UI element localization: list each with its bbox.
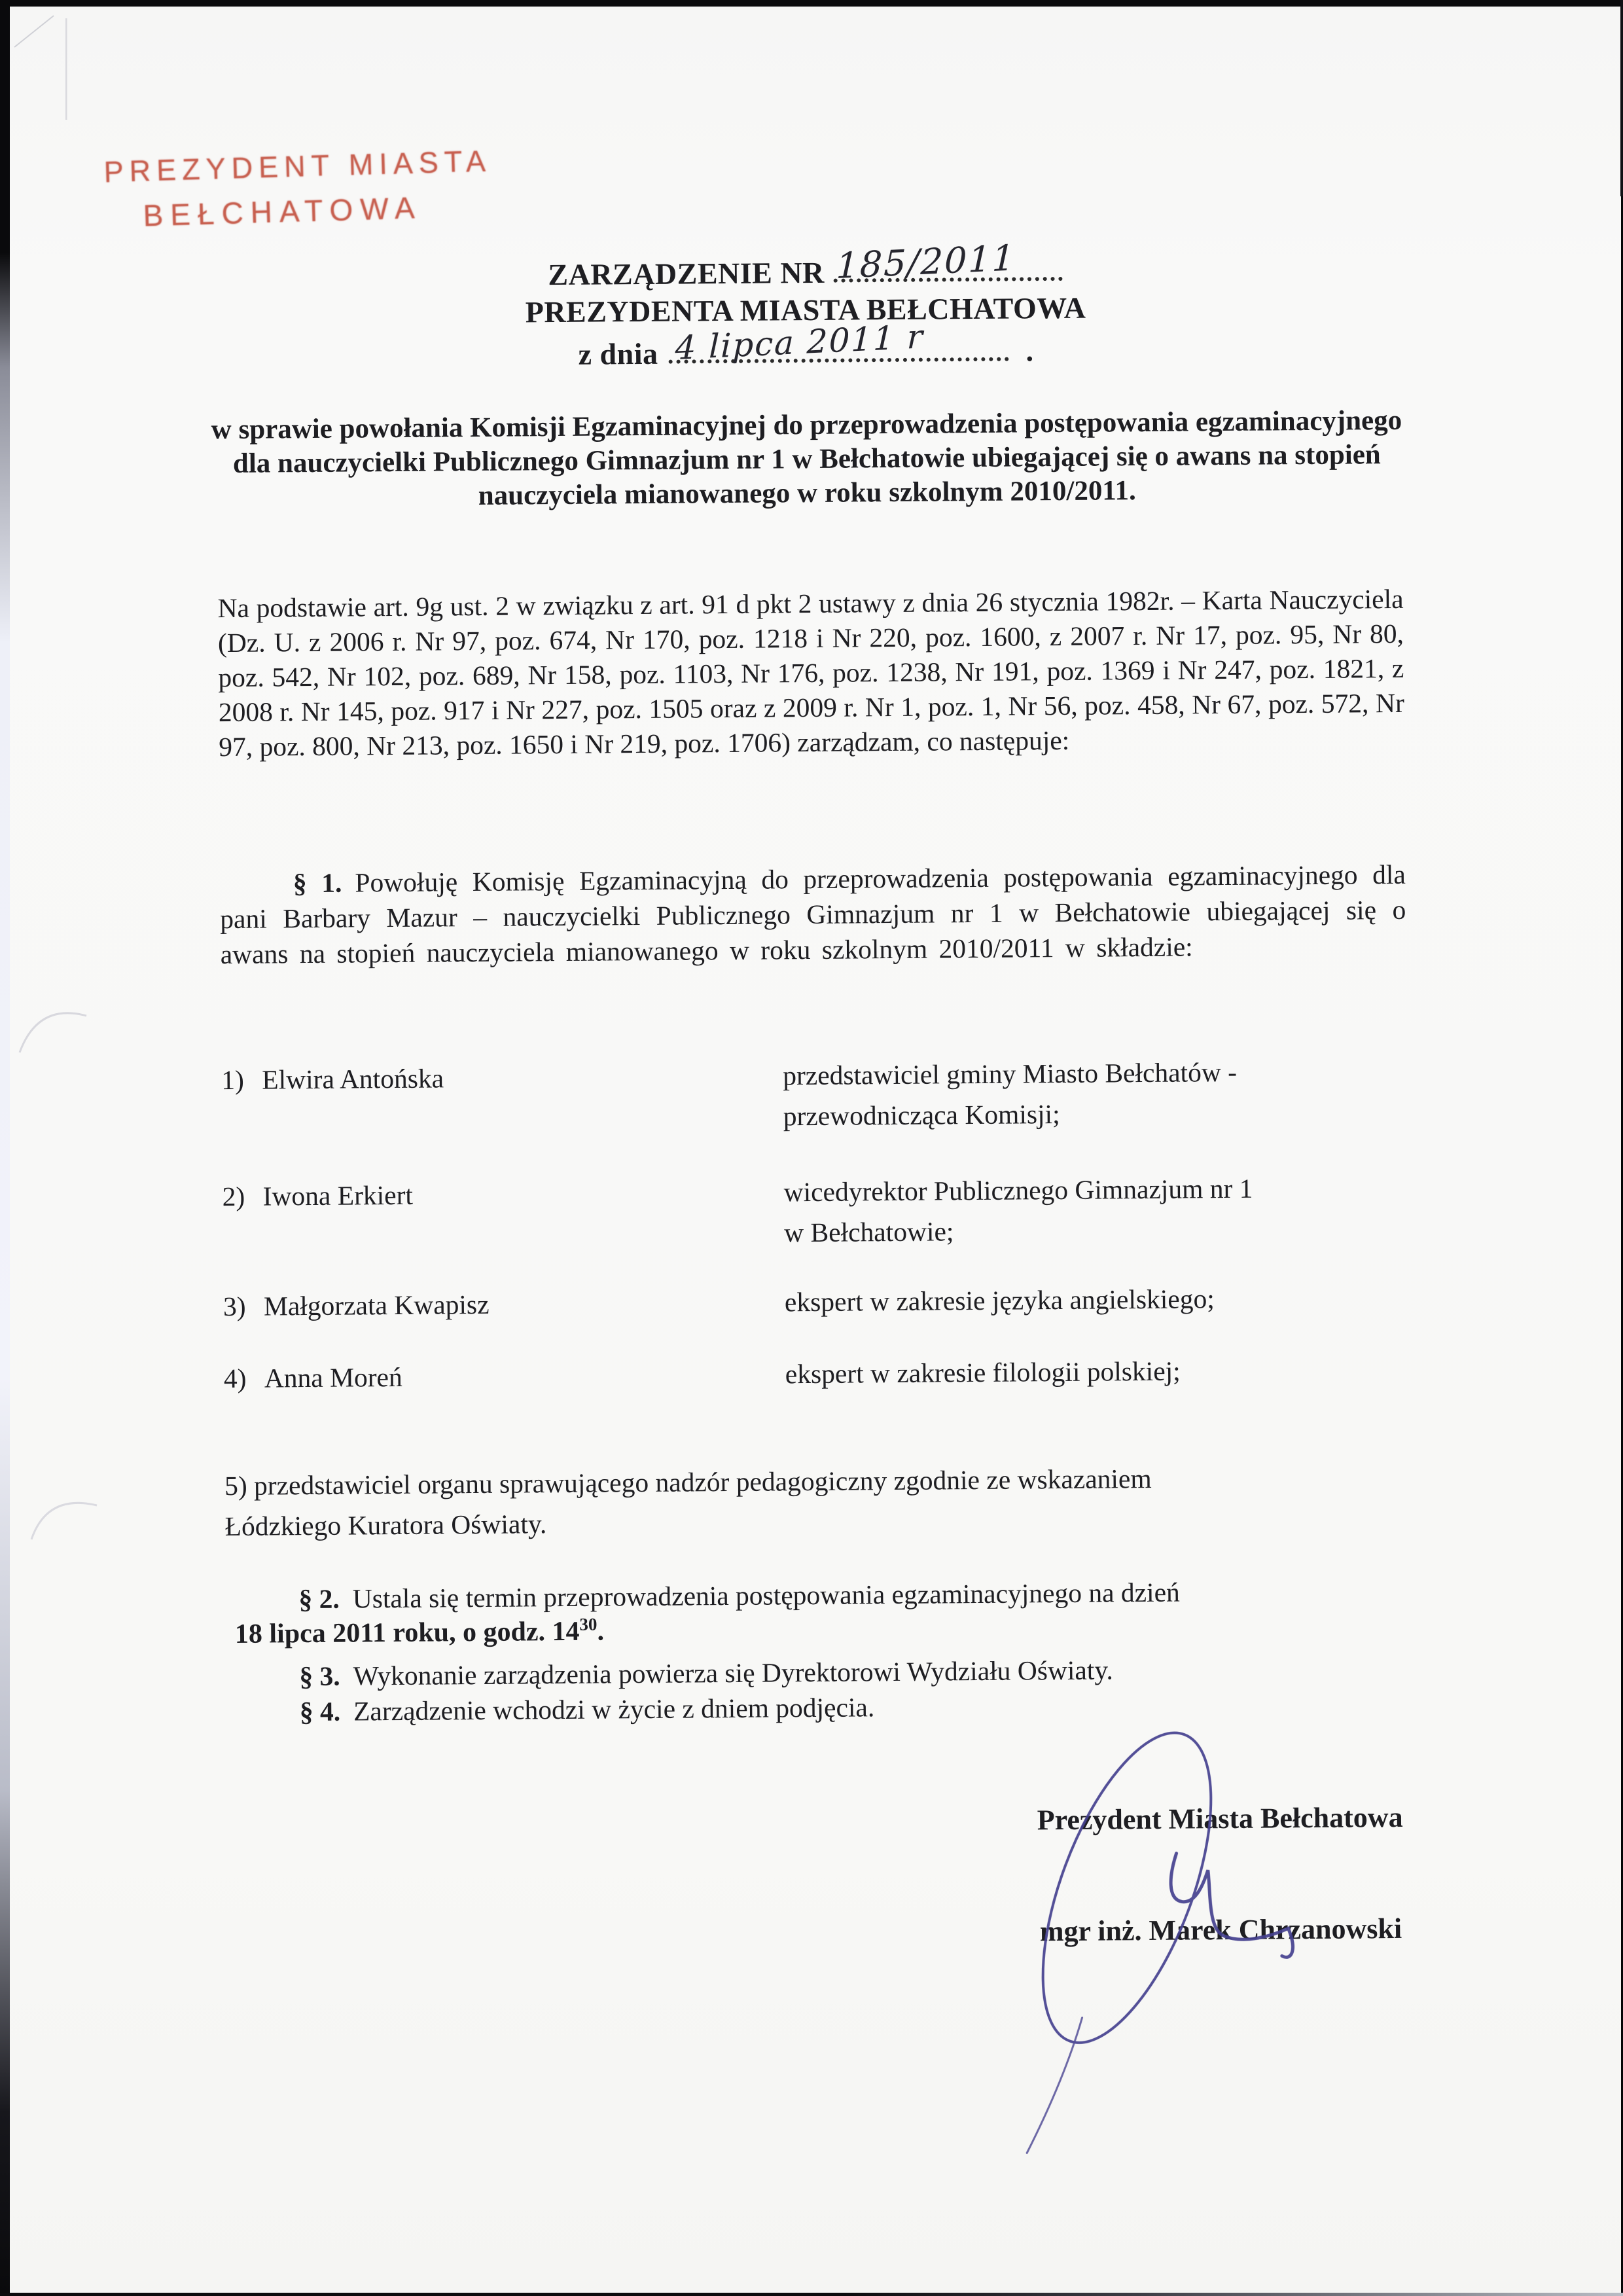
signatory-title: Prezydent Miasta Bełchatowa — [1037, 1801, 1403, 1837]
member-name: Małgorzata Kwapisz — [263, 1289, 490, 1321]
signatory-name: mgr inż. Marek Chrzanowski — [1039, 1912, 1402, 1948]
member-role — [785, 1349, 1361, 1394]
member-number: 2) — [222, 1181, 245, 1212]
paragraph-2 — [225, 1573, 1411, 1617]
member-role — [783, 1050, 1359, 1136]
paragraph-3-label: § 3. — [299, 1660, 340, 1692]
paragraph-1 — [220, 857, 1406, 972]
commission-member-row — [222, 1167, 1408, 1248]
commission-member-row — [221, 1050, 1407, 1132]
paragraph-1-text: Powołuję Komisję Egzaminacyjną do przeprowadzenia postępowania egzaminacyjnego dla pani Barbary Mazur – nauczycielki Publicznego Gimnazjum nr 1 w Bełchatowie ubiegającej się o awans na stopień nauczyciela mianowanego w roku szkolnym 2010/2011 w składzie: — [220, 859, 1406, 970]
paragraph-2-label: § 2. — [298, 1583, 340, 1615]
stamp-line-2: BEŁCHATOWA — [142, 190, 423, 233]
issuing-authority-line: PREZYDENTA MIASTA BEŁCHATOWA — [525, 291, 1086, 329]
member-role-line: ekspert w zakresie filologii polskiej; — [785, 1355, 1181, 1390]
member-role-line: wicedyrektor Publicznego Gimnazjum nr 1 — [783, 1173, 1253, 1208]
paragraph-4-label: § 4. — [299, 1696, 341, 1727]
paragraph-3-text: Wykonanie zarządzenia powierza się Dyrektorowi Wydziału Oświaty. — [353, 1655, 1113, 1691]
order-number-prefix: ZARZĄDZENIE NR — [548, 255, 825, 292]
paragraph-2-text: Ustala się termin przeprowadzenia postępowania egzaminacyjnego na dzień — [352, 1577, 1180, 1614]
paragraph-2-period: . — [597, 1616, 605, 1647]
paragraph-1-label: § 1. — [293, 867, 342, 899]
handwritten-date: 4 lipca 2011 r — [674, 317, 925, 367]
member-role-line: w Bełchatowie; — [783, 1216, 954, 1248]
date-suffix: . — [1026, 334, 1034, 368]
member-number: 1) — [221, 1064, 245, 1096]
document-heading — [0, 237, 1618, 376]
member-number: 4) — [223, 1363, 247, 1394]
red-office-stamp — [103, 143, 524, 234]
paragraph-4-text: Zarządzenie wchodzi w życie z dniem podjęcia. — [353, 1692, 875, 1727]
item-5-line: Łódzkiego Kuratora Oświaty. — [224, 1509, 547, 1542]
date-prefix: z dnia — [578, 336, 658, 371]
commission-member-item-5 — [224, 1456, 1411, 1547]
member-role-line: przewodnicząca Komisji; — [783, 1099, 1060, 1132]
paragraph-2-date-line — [235, 1616, 604, 1650]
scan-edge-right — [1620, 0, 1623, 196]
member-name: Iwona Erkiert — [262, 1179, 414, 1211]
item-5-line: 5) przedstawiciel organu sprawującego nadzór pedagogiczny zgodnie ze wskazaniem — [224, 1463, 1152, 1501]
fill-in-dotted-line — [668, 317, 1008, 367]
member-name: Elwira Antońska — [262, 1063, 444, 1095]
order-subject: w sprawie powołania Komisji Egzaminacyjnej do przeprowadzenia postępowania egzaminacyjnego dla nauczycielki Publicznego Gimnazjum nr 1 w Bełchatowie ubiegającej się o awans na stopień nauczyciela mianowanego w roku szkolnym 2010/2011. — [211, 404, 1402, 511]
member-role-line: przedstawiciel gminy Miasto Bełchatów - — [783, 1056, 1238, 1091]
time-superscript: 30 — [579, 1614, 597, 1634]
commission-member-row — [223, 1277, 1409, 1327]
commission-member-row — [224, 1349, 1410, 1399]
member-number: 3) — [223, 1291, 246, 1322]
handwritten-order-number: 185/2011 — [836, 237, 1016, 287]
legal-basis-paragraph: Na podstawie art. 9g ust. 2 w związku z art. 91 d pkt 2 ustawy z dnia 26 stycznia 1982r. – Karta Nauczyciela (Dz. U. z 2006 r. Nr 97, poz. 674, Nr 170, poz. 1218 i Nr 220, poz. 1600, z 2007 r. Nr 17, poz. 95, Nr 80, poz. 542, Nr 102, poz. 689, Nr 158, poz. 1103, Nr 176, poz. 1238, Nr 191, poz. 1369 i Nr 247, poz. 1821, z 2008 r. Nr 145, poz. 917 i Nr 227, poz. 1505 oraz z 2009 r. Nr 1, poz. 1, Nr 56, poz. 458, Nr 67, poz. 572, Nr 97, poz. 800, Nr 213, poz. 1650 i Nr 219, poz. 1706) zarządzam, co następuje: — [217, 583, 1404, 762]
member-name: Anna Moreń — [264, 1361, 402, 1393]
member-role — [785, 1277, 1361, 1322]
exam-date-bold: 18 lipca 2011 roku, o godz. 14 — [234, 1616, 580, 1649]
stamp-line-1: PREZYDENT MIASTA — [103, 144, 492, 189]
member-role — [783, 1167, 1360, 1253]
fill-in-dotted-line — [833, 237, 1062, 287]
member-role-line: ekspert w zakresie języka angielskiego; — [784, 1283, 1215, 1318]
